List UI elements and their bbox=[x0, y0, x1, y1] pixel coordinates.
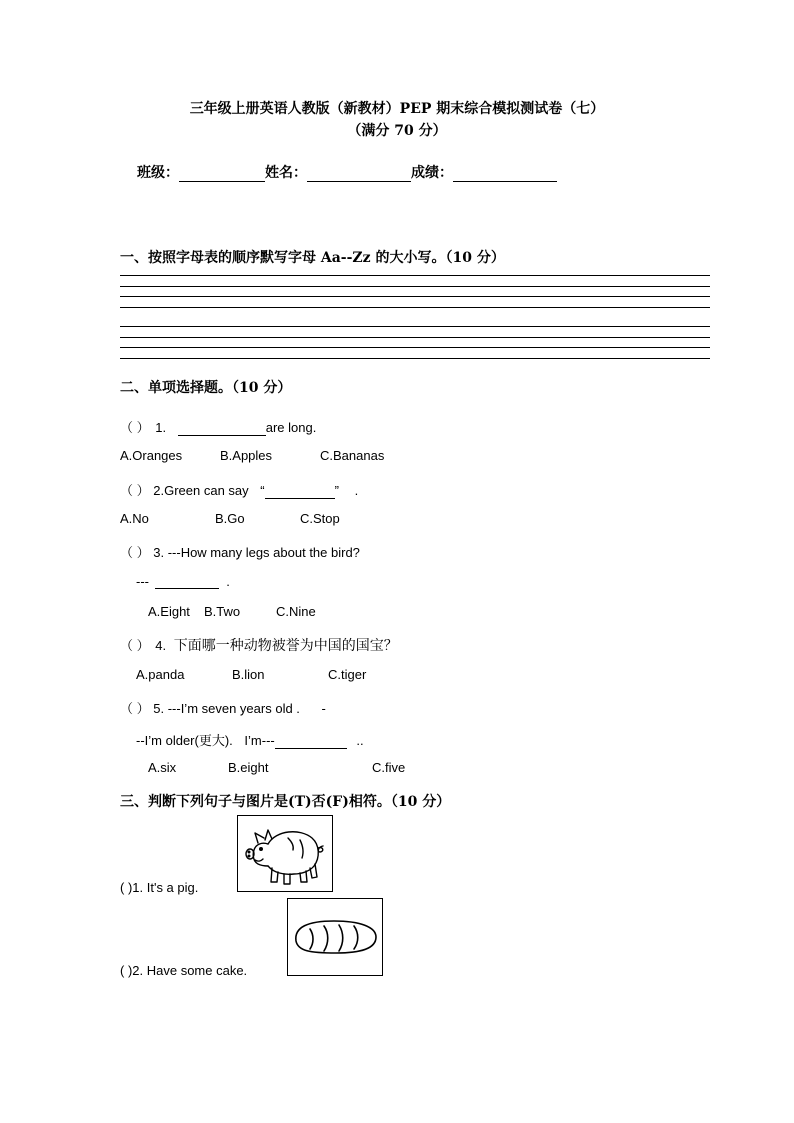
ruled-line bbox=[120, 307, 710, 308]
question-text: are long. bbox=[265, 420, 317, 435]
section3-question-1 bbox=[120, 880, 198, 895]
q3-option-b[interactable]: B.Two bbox=[204, 604, 241, 619]
info-line bbox=[137, 162, 557, 182]
reply-text-2: I’m--- bbox=[244, 733, 275, 748]
q1-option-a[interactable]: A.Oranges bbox=[120, 448, 183, 463]
ruled-line bbox=[120, 286, 710, 287]
page-subtitle: （满分 70 分） bbox=[347, 123, 447, 139]
answer-paren[interactable]: （ ） bbox=[120, 701, 150, 716]
question-text: 3. ---How many legs about the bird? bbox=[153, 545, 360, 560]
answer-paren[interactable]: ( ) bbox=[120, 880, 133, 895]
q5-option-c[interactable]: C.five bbox=[372, 760, 406, 775]
q4-option-a[interactable]: A.panda bbox=[136, 667, 185, 682]
ruled-line bbox=[120, 337, 710, 338]
question-text: 2.Green can say bbox=[153, 483, 249, 498]
score-label: 成绩： bbox=[411, 165, 453, 181]
fill-blank[interactable] bbox=[275, 735, 347, 749]
q5-option-b[interactable]: B.eight bbox=[228, 760, 269, 775]
bread-picture bbox=[287, 898, 383, 976]
answer-paren[interactable]: （ ） bbox=[120, 638, 150, 653]
fill-blank[interactable] bbox=[178, 422, 266, 436]
ruled-line bbox=[120, 296, 710, 297]
open-quote: “ bbox=[260, 483, 265, 498]
class-label: 班级： bbox=[137, 165, 179, 181]
ruled-line bbox=[120, 347, 710, 348]
period: .. bbox=[356, 733, 364, 748]
q3-option-a[interactable]: A.Eight bbox=[148, 604, 190, 619]
q4-option-b[interactable]: B.lion bbox=[232, 667, 265, 682]
question-text: 下面哪一种动物被誉为中国的国宝？ bbox=[173, 638, 398, 654]
q3-answer-line bbox=[136, 574, 230, 589]
class-blank[interactable] bbox=[179, 167, 265, 182]
answer-paren[interactable]: ( ) bbox=[120, 963, 133, 978]
q3-option-c[interactable]: C.Nine bbox=[276, 604, 316, 619]
answer-paren[interactable]: （ ） bbox=[120, 483, 150, 498]
statement-text: 1. It's a pig. bbox=[132, 880, 199, 895]
ruled-line bbox=[120, 275, 710, 276]
period: . bbox=[226, 574, 230, 589]
pig-icon bbox=[238, 816, 332, 891]
question-text: 5. ---I’m seven years old . bbox=[153, 701, 300, 716]
answer-paren[interactable]: （ ） bbox=[120, 420, 150, 435]
question-2 bbox=[120, 480, 358, 499]
statement-text: 2. Have some cake. bbox=[132, 963, 248, 978]
answer-prefix: --- bbox=[136, 574, 149, 589]
q2-option-b[interactable]: B.Go bbox=[215, 511, 245, 526]
question-1 bbox=[120, 417, 316, 436]
question-3 bbox=[120, 542, 360, 561]
question-4 bbox=[120, 635, 398, 655]
pig-picture bbox=[237, 815, 333, 892]
bread-icon bbox=[288, 899, 382, 975]
fill-blank[interactable] bbox=[155, 575, 219, 589]
close-quote: ” bbox=[334, 483, 339, 498]
score-blank[interactable] bbox=[453, 167, 557, 182]
question-number: 1. bbox=[155, 420, 167, 435]
question-number: 4. bbox=[155, 638, 167, 653]
ruled-line bbox=[120, 358, 710, 359]
reply-text: --I’m older(更大). bbox=[136, 733, 233, 748]
section2-heading: 二、单项选择题。（10 分） bbox=[120, 380, 292, 396]
q4-option-c[interactable]: C.tiger bbox=[328, 667, 367, 682]
fill-blank[interactable] bbox=[265, 485, 335, 499]
q2-option-c[interactable]: C.Stop bbox=[300, 511, 340, 526]
page-title: 三年级上册英语人教版（新教材）PEP 期末综合模拟测试卷（七） bbox=[189, 101, 605, 117]
section1-heading: 一、按照字母表的顺序默写字母 Aa--Zz 的大小写。（10 分） bbox=[120, 250, 505, 266]
ruled-line bbox=[120, 326, 710, 327]
section3-heading: 三、判断下列句子与图片是(T)否(F)相符。（10 分） bbox=[120, 794, 451, 810]
q2-option-a[interactable]: A.No bbox=[120, 511, 149, 526]
q5-second-line bbox=[136, 730, 364, 749]
q1-option-b[interactable]: B.Apples bbox=[220, 448, 273, 463]
q5-option-a[interactable]: A.six bbox=[148, 760, 177, 775]
dash: - bbox=[321, 701, 326, 716]
section3-question-2 bbox=[120, 963, 247, 978]
name-blank[interactable] bbox=[307, 167, 411, 182]
period: . bbox=[354, 483, 359, 498]
answer-paren[interactable]: （ ） bbox=[120, 545, 150, 560]
question-5 bbox=[120, 698, 326, 717]
q1-option-c[interactable]: C.Bananas bbox=[320, 448, 385, 463]
name-label: 姓名： bbox=[265, 165, 307, 181]
